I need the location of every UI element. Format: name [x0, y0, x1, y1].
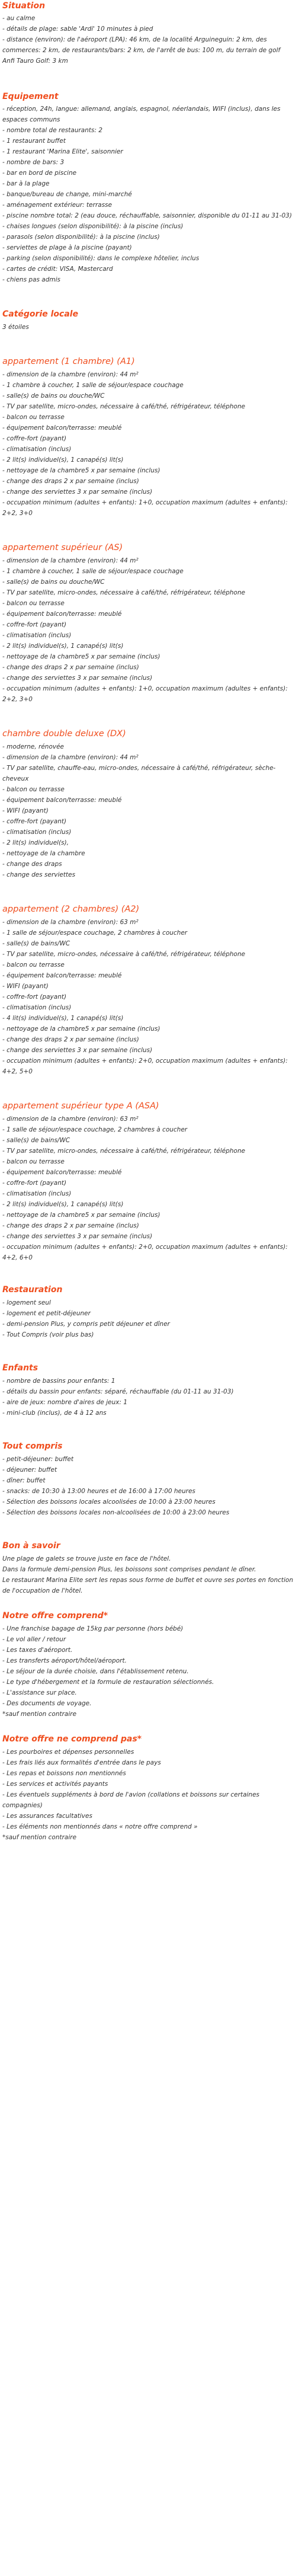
- room-features-list: [2, 917, 294, 1077]
- list-item: - balcon ou terrasse: [2, 600, 65, 607]
- list-item: - dimension de la chambre (environ): 44 m²: [2, 754, 139, 761]
- list-item: - climatisation (inclus): [2, 1190, 72, 1197]
- list-item: - Les transferts aéroport/hôtel/aéroport.: [2, 1657, 127, 1664]
- list-item: *sauf mention contraire: [2, 1834, 77, 1841]
- list-item: - Les pourboires et dépenses personnelles: [2, 1749, 134, 1756]
- list-item: - change des serviettes 3 x par semaine (inclus): [2, 1233, 153, 1240]
- list-item: - Les éléments non mentionnés dans « notre offre comprend »: [2, 1823, 198, 1830]
- list-item: - change des draps: [2, 861, 62, 868]
- section-room: [2, 904, 294, 1077]
- list-item: - bar en bord de piscine: [2, 170, 77, 177]
- section-room: [2, 356, 294, 519]
- list-item: - 1 salle de séjour/espace couchage, 2 chambres à coucher: [2, 1126, 188, 1133]
- list-item: - 1 chambre à coucher, 1 salle de séjour/espace couchage: [2, 568, 184, 575]
- list-item: - L'assistance sur place.: [2, 1689, 77, 1696]
- list-item: - détails du bassin pour enfants: séparé, réchauffable (du 01-11 au 31-03): [2, 1388, 234, 1395]
- list-item: - aire de jeux: nombre d'aires de jeux: 1: [2, 1399, 128, 1406]
- list-item: - 2 lit(s) individuel(s), 1 canapé(s) lit(s): [2, 1201, 124, 1208]
- list-item: - occupation minimum (adultes + enfants): 1+0, occupation maximum (adultes + enfants): 2+2, 3+0: [2, 499, 288, 517]
- section-title: Notre offre ne comprend pas*: [2, 1734, 142, 1744]
- list-item: - climatisation (inclus): [2, 829, 72, 836]
- section-restauration: [2, 1284, 294, 1340]
- section-categorie: [2, 309, 294, 333]
- list-item: - salle(s) de bains/WC: [2, 940, 70, 947]
- list-item: - au calme: [2, 15, 36, 22]
- list-item: - balcon ou terrasse: [2, 414, 65, 421]
- list-item: - serviettes de plage à la piscine (payant): [2, 244, 132, 251]
- section-situation: [2, 1, 294, 66]
- list-item: - parasols (selon disponibilité): à la piscine (inclus): [2, 234, 160, 241]
- list-item: - 2 lit(s) individuel(s), 1 canapé(s) lit(s): [2, 456, 124, 464]
- list-item: - Les éventuels suppléments à bord de l'avion (collations et boissons sur certaines compagnies): [2, 1791, 260, 1809]
- list-item: - nombre de bassins pour enfants: 1: [2, 1378, 115, 1385]
- equipement-list: [2, 104, 294, 285]
- list-item: - TV par satellite, micro-ondes, nécessaire à café/thé, réfrigérateur, téléphone: [2, 1148, 246, 1155]
- list-item: - 4 lit(s) individuel(s), 1 canapé(s) lit(s): [2, 1015, 124, 1022]
- list-item: - nettoyage de la chambre5 x par semaine (inclus): [2, 1025, 160, 1033]
- list-item: - change des serviettes 3 x par semaine (inclus): [2, 488, 153, 496]
- list-item: - coffre-fort (payant): [2, 818, 67, 825]
- section-room: [2, 542, 294, 705]
- list-item: - TV par satellite, micro-ondes, nécessaire à café/thé, réfrigérateur, téléphone: [2, 589, 246, 596]
- section-offre-comprend: [2, 1610, 294, 1720]
- enfants-list: [2, 1376, 294, 1418]
- list-item: - climatisation (inclus): [2, 446, 72, 453]
- list-item: - équipement balcon/terrasse: meublé: [2, 424, 122, 432]
- list-item: - Des documents de voyage.: [2, 1700, 92, 1707]
- list-item: - Le type d'hébergement et la formule de restauration sélectionnés.: [2, 1679, 214, 1686]
- list-item: - occupation minimum (adultes + enfants): 2+0, occupation maximum (adultes + enfants): 4+2, 5+0: [2, 1057, 288, 1075]
- situation-list: [2, 13, 294, 66]
- section-title: Equipement: [2, 92, 59, 101]
- hotel-description: [0, 1, 296, 1843]
- list-item: - balcon ou terrasse: [2, 1158, 65, 1165]
- list-item: *sauf mention contraire: [2, 1711, 77, 1718]
- room-title: appartement (1 chambre) (A1): [2, 357, 135, 366]
- list-item: - équipement balcon/terrasse: meublé: [2, 611, 122, 618]
- list-item: - climatisation (inclus): [2, 1004, 72, 1011]
- room-features-list: [2, 555, 294, 705]
- list-item: - Les frais liés aux formalités d'entrée dans le pays: [2, 1759, 161, 1766]
- list-item: - 2 lit(s) individuel(s), 1 canapé(s) lit(s): [2, 643, 124, 650]
- section-title: Restauration: [2, 1285, 63, 1295]
- list-item: - nettoyage de la chambre5 x par semaine (inclus): [2, 1212, 160, 1219]
- list-item: - chaises longues (selon disponibilité): à la piscine (inclus): [2, 223, 184, 230]
- room-title: chambre double deluxe (DX): [2, 729, 126, 739]
- list-item: - déjeuner: buffet: [2, 1466, 57, 1474]
- list-item: - Sélection des boissons locales alcoolisées de 10:00 à 23:00 heures: [2, 1498, 215, 1506]
- list-item: - nombre de bars: 3: [2, 159, 65, 166]
- list-item: - logement et petit-déjeuner: [2, 1310, 91, 1317]
- room-features-list: [2, 1114, 294, 1263]
- room-title: appartement supérieur (AS): [2, 543, 123, 552]
- list-item: - salle(s) de bains/WC: [2, 1137, 70, 1144]
- list-item: - moderne, rénovée: [2, 743, 65, 750]
- list-item: - bar à la plage: [2, 180, 50, 187]
- list-item: - Le séjour de la durée choisie, dans l'établissement retenu.: [2, 1668, 189, 1675]
- list-item: - change des draps 2 x par semaine (inclus): [2, 478, 139, 485]
- list-item: - piscine nombre total: 2 (eau douce, réchauffable, saisonnier, disponible du 01-11 au 31-03): [2, 212, 292, 219]
- section-enfants: [2, 1363, 294, 1418]
- paragraph: Dans la formule demi-pension Plus, les boissons sont comprises pendant le dîner.: [2, 1566, 256, 1573]
- list-item: - aménagement extérieur: terrasse: [2, 202, 112, 209]
- list-item: - Une franchise bagage de 15kg par personne (hors bébé): [2, 1625, 184, 1632]
- section-title: Bon à savoir: [2, 1541, 60, 1551]
- list-item: - détails de plage: sable 'Ardi' 10 minutes à pied: [2, 25, 153, 33]
- list-item: - 1 chambre à coucher, 1 salle de séjour/espace couchage: [2, 382, 184, 389]
- list-item: - Les assurances facultatives: [2, 1813, 92, 1820]
- room-title: appartement supérieur type A (ASA): [2, 1101, 159, 1111]
- list-item: - banque/bureau de change, mini-marché: [2, 191, 132, 198]
- list-item: - petit-déjeuner: buffet: [2, 1456, 74, 1463]
- list-item: - Tout Compris (voir plus bas): [2, 1331, 94, 1338]
- list-item: - TV par satellite, chauffe-eau, micro-ondes, nécessaire à café/thé, réfrigérateur, sèche-cheveux: [2, 765, 276, 782]
- list-item: - demi-pension Plus, y compris petit déjeuner et dîner: [2, 1321, 170, 1328]
- list-item: - dimension de la chambre (environ): 63 m²: [2, 1116, 139, 1123]
- section-title: Catégorie locale: [2, 309, 79, 319]
- section-room: [2, 1101, 294, 1263]
- section-tout-compris: [2, 1441, 294, 1518]
- list-item: - équipement balcon/terrasse: meublé: [2, 972, 122, 979]
- list-item: - chiens pas admis: [2, 276, 61, 283]
- list-item: - balcon ou terrasse: [2, 786, 65, 793]
- categorie-value: 3 étoiles: [2, 324, 29, 331]
- offre-ne-comprend-pas-list: [2, 1747, 294, 1843]
- list-item: - Les services et activités payants: [2, 1781, 108, 1788]
- tout-compris-list: [2, 1454, 294, 1518]
- list-item: - change des draps 2 x par semaine (inclus): [2, 1036, 139, 1043]
- list-item: - Le vol aller / retour: [2, 1636, 66, 1643]
- list-item: - coffre-fort (payant): [2, 1180, 67, 1187]
- list-item: - salle(s) de bains ou douche/WC: [2, 392, 105, 399]
- list-item: - coffre-fort (payant): [2, 435, 67, 442]
- list-item: - cartes de crédit: VISA, Mastercard: [2, 266, 113, 273]
- section-equipement: [2, 91, 294, 285]
- room-title: appartement (2 chambres) (A2): [2, 905, 140, 914]
- list-item: - logement seul: [2, 1299, 51, 1306]
- paragraph: Le restaurant Marina Elite sert les repas sous forme de buffet et ouvre ses portes en fonction de l'occupation de l'hôtel.: [2, 1577, 294, 1594]
- list-item: - change des draps 2 x par semaine (inclus): [2, 664, 139, 671]
- list-item: - coffre-fort (payant): [2, 993, 67, 1001]
- section-title: Situation: [2, 1, 46, 11]
- list-item: - 1 restaurant buffet: [2, 138, 66, 145]
- section-offre-ne-comprend-pas: [2, 1734, 294, 1843]
- list-item: - distance (environ): de l'aéroport (LPA): 46 km, de la localité Arguineguin: 2 km, des commerces: 2 km, de restaurants/bars: 2 km, de l'arrêt de bus: 100 m, du terrain de golf Anfi Tauro Golf: 3 km: [2, 36, 281, 65]
- list-item: - change des serviettes: [2, 871, 76, 878]
- restauration-list: [2, 1297, 294, 1340]
- list-item: - climatisation (inclus): [2, 632, 72, 639]
- list-item: - balcon ou terrasse: [2, 961, 65, 969]
- room-features-list: [2, 742, 294, 880]
- list-item: - dîner: buffet: [2, 1477, 46, 1484]
- list-item: - dimension de la chambre (environ): 44 m²: [2, 371, 139, 378]
- list-item: - dimension de la chambre (environ): 63 m²: [2, 919, 139, 926]
- list-item: - coffre-fort (payant): [2, 621, 67, 628]
- list-item: - nettoyage de la chambre: [2, 850, 85, 857]
- list-item: - Les repas et boissons non mentionnés: [2, 1770, 126, 1777]
- section-title: Tout compris: [2, 1442, 63, 1451]
- list-item: - mini-club (inclus), de 4 à 12 ans: [2, 1410, 107, 1417]
- list-item: - occupation minimum (adultes + enfants): 1+0, occupation maximum (adultes + enfants): 2+2, 3+0: [2, 685, 288, 703]
- section-title: Enfants: [2, 1363, 38, 1373]
- list-item: - snacks: de 10:30 à 13:00 heures et de 16:00 à 17:00 heures: [2, 1488, 196, 1495]
- section-title: Notre offre comprend*: [2, 1611, 108, 1621]
- list-item: - WIFI (payant): [2, 983, 49, 990]
- list-item: - Sélection des boissons locales non-alcoolisées de 10:00 à 23:00 heures: [2, 1509, 230, 1516]
- offre-comprend-list: [2, 1623, 294, 1720]
- paragraph: Une plage de galets se trouve juste en face de l'hôtel.: [2, 1555, 171, 1562]
- list-item: - 1 salle de séjour/espace couchage, 2 chambres à coucher: [2, 929, 188, 937]
- list-item: - 2 lit(s) individuel(s),: [2, 839, 69, 846]
- list-item: - parking (selon disponibilité): dans le complexe hôtelier, inclus: [2, 255, 200, 262]
- list-item: - équipement balcon/terrasse: meublé: [2, 1169, 122, 1176]
- list-item: - réception, 24h, langue: allemand, anglais, espagnol, néerlandais, WIFI (inclus), dans les espaces communs: [2, 106, 281, 123]
- list-item: - occupation minimum (adultes + enfants): 2+0, occupation maximum (adultes + enfants): 4+2, 6+0: [2, 1244, 288, 1261]
- section-bon-a-savoir: [2, 1541, 294, 1596]
- list-item: - WIFI (payant): [2, 807, 49, 814]
- list-item: - change des serviettes 3 x par semaine (inclus): [2, 1047, 153, 1054]
- list-item: - salle(s) de bains ou douche/WC: [2, 579, 105, 586]
- list-item: - TV par satellite, micro-ondes, nécessaire à café/thé, réfrigérateur, téléphone: [2, 951, 246, 958]
- section-room: [2, 728, 294, 880]
- list-item: - nombre total de restaurants: 2: [2, 127, 103, 134]
- list-item: - TV par satellite, micro-ondes, nécessaire à café/thé, réfrigérateur, téléphone: [2, 403, 246, 410]
- list-item: - équipement balcon/terrasse: meublé: [2, 797, 122, 804]
- list-item: - nettoyage de la chambre5 x par semaine (inclus): [2, 467, 160, 474]
- list-item: - dimension de la chambre (environ): 44 m²: [2, 557, 139, 564]
- bon-a-savoir-text: [2, 1554, 294, 1596]
- list-item: - change des draps 2 x par semaine (inclus): [2, 1222, 139, 1229]
- list-item: - change des serviettes 3 x par semaine (inclus): [2, 675, 153, 682]
- list-item: - Les taxes d'aéroport.: [2, 1647, 73, 1654]
- rooms-container: [2, 356, 294, 1263]
- list-item: - 1 restaurant 'Marina Elite', saisonnier: [2, 148, 123, 155]
- list-item: - nettoyage de la chambre5 x par semaine (inclus): [2, 653, 160, 660]
- room-features-list: [2, 369, 294, 519]
